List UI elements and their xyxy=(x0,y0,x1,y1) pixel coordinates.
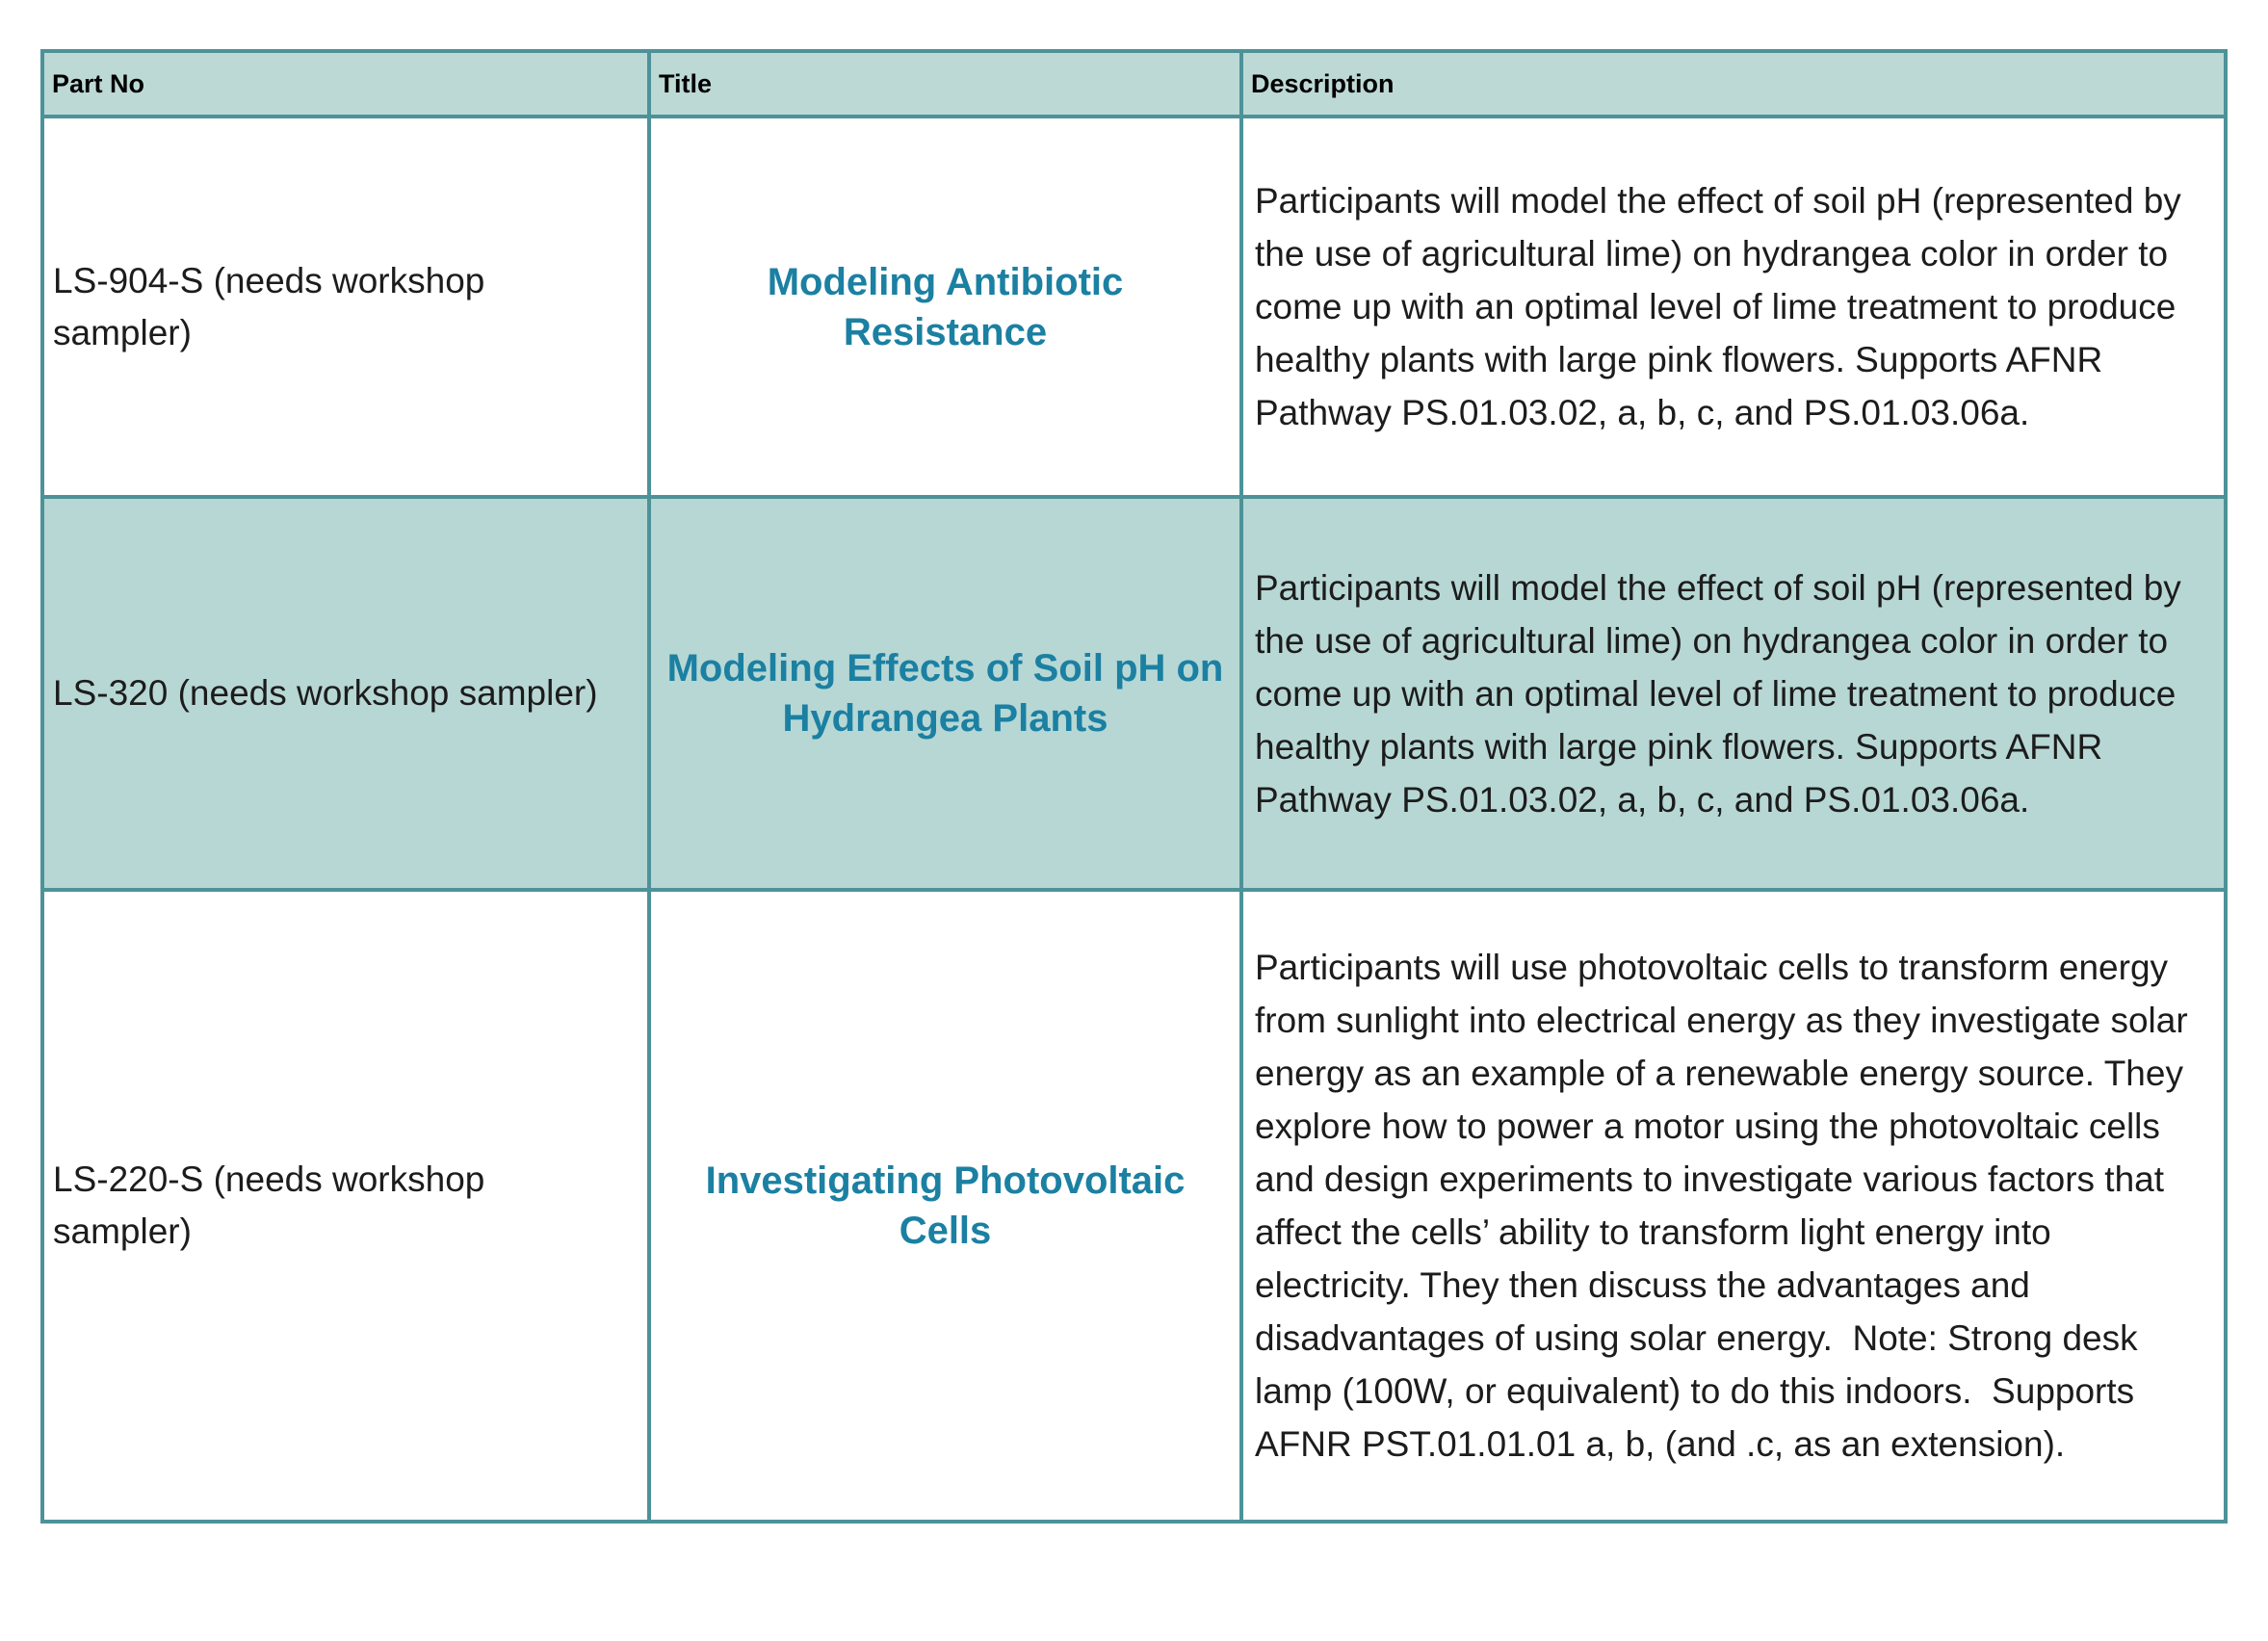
description-cell: Participants will model the effect of soil pH (represented by the use of agricultural lime) on hydrangea color in order to come up with an optimal level of lime treatment to produce healthy plants with large pink flowers. Supports AFNR Pathway PS.01.03.02, a, b, c, and PS.01.03.06a. xyxy=(1243,499,2224,888)
title-link[interactable]: Investigating Photovoltaic Cells xyxy=(651,892,1239,1520)
column-header-part-no: Part No xyxy=(44,53,647,115)
description-cell: Participants will use photovoltaic cells to transform energy from sunlight into electrical energy as they investigate solar energy as an example of a renewable energy source. They explore how to power a motor using the photovoltaic cells and design experiments to investigate various factors that affect the cells’ ability to transform light energy into electricity. They then discuss the advantages and disadvantages of using solar energy. Note: Strong desk lamp (100W, or equivalent) to do this indoors. Supports AFNR PST.01.01.01 a, b, (and .c, as an extension). xyxy=(1243,892,2224,1520)
title-link[interactable]: Modeling Effects of Soil pH on Hydrangea Plants xyxy=(651,499,1239,888)
product-table xyxy=(40,49,2228,1524)
column-header-title: Title xyxy=(651,53,1239,115)
description-cell: Participants will model the effect of soil pH (represented by the use of agricultural lime) on hydrangea color in order to come up with an optimal level of lime treatment to produce healthy plants with large pink flowers. Supports AFNR Pathway PS.01.03.02, a, b, c, and PS.01.03.06a. xyxy=(1243,118,2224,495)
title-link[interactable]: Modeling Antibiotic Resistance xyxy=(651,118,1239,495)
part-no-cell: LS-904-S (needs workshop sampler) xyxy=(44,118,647,495)
part-no-cell: LS-320 (needs workshop sampler) xyxy=(44,499,647,888)
part-no-cell: LS-220-S (needs workshop sampler) xyxy=(44,892,647,1520)
column-header-description: Description xyxy=(1243,53,2224,115)
